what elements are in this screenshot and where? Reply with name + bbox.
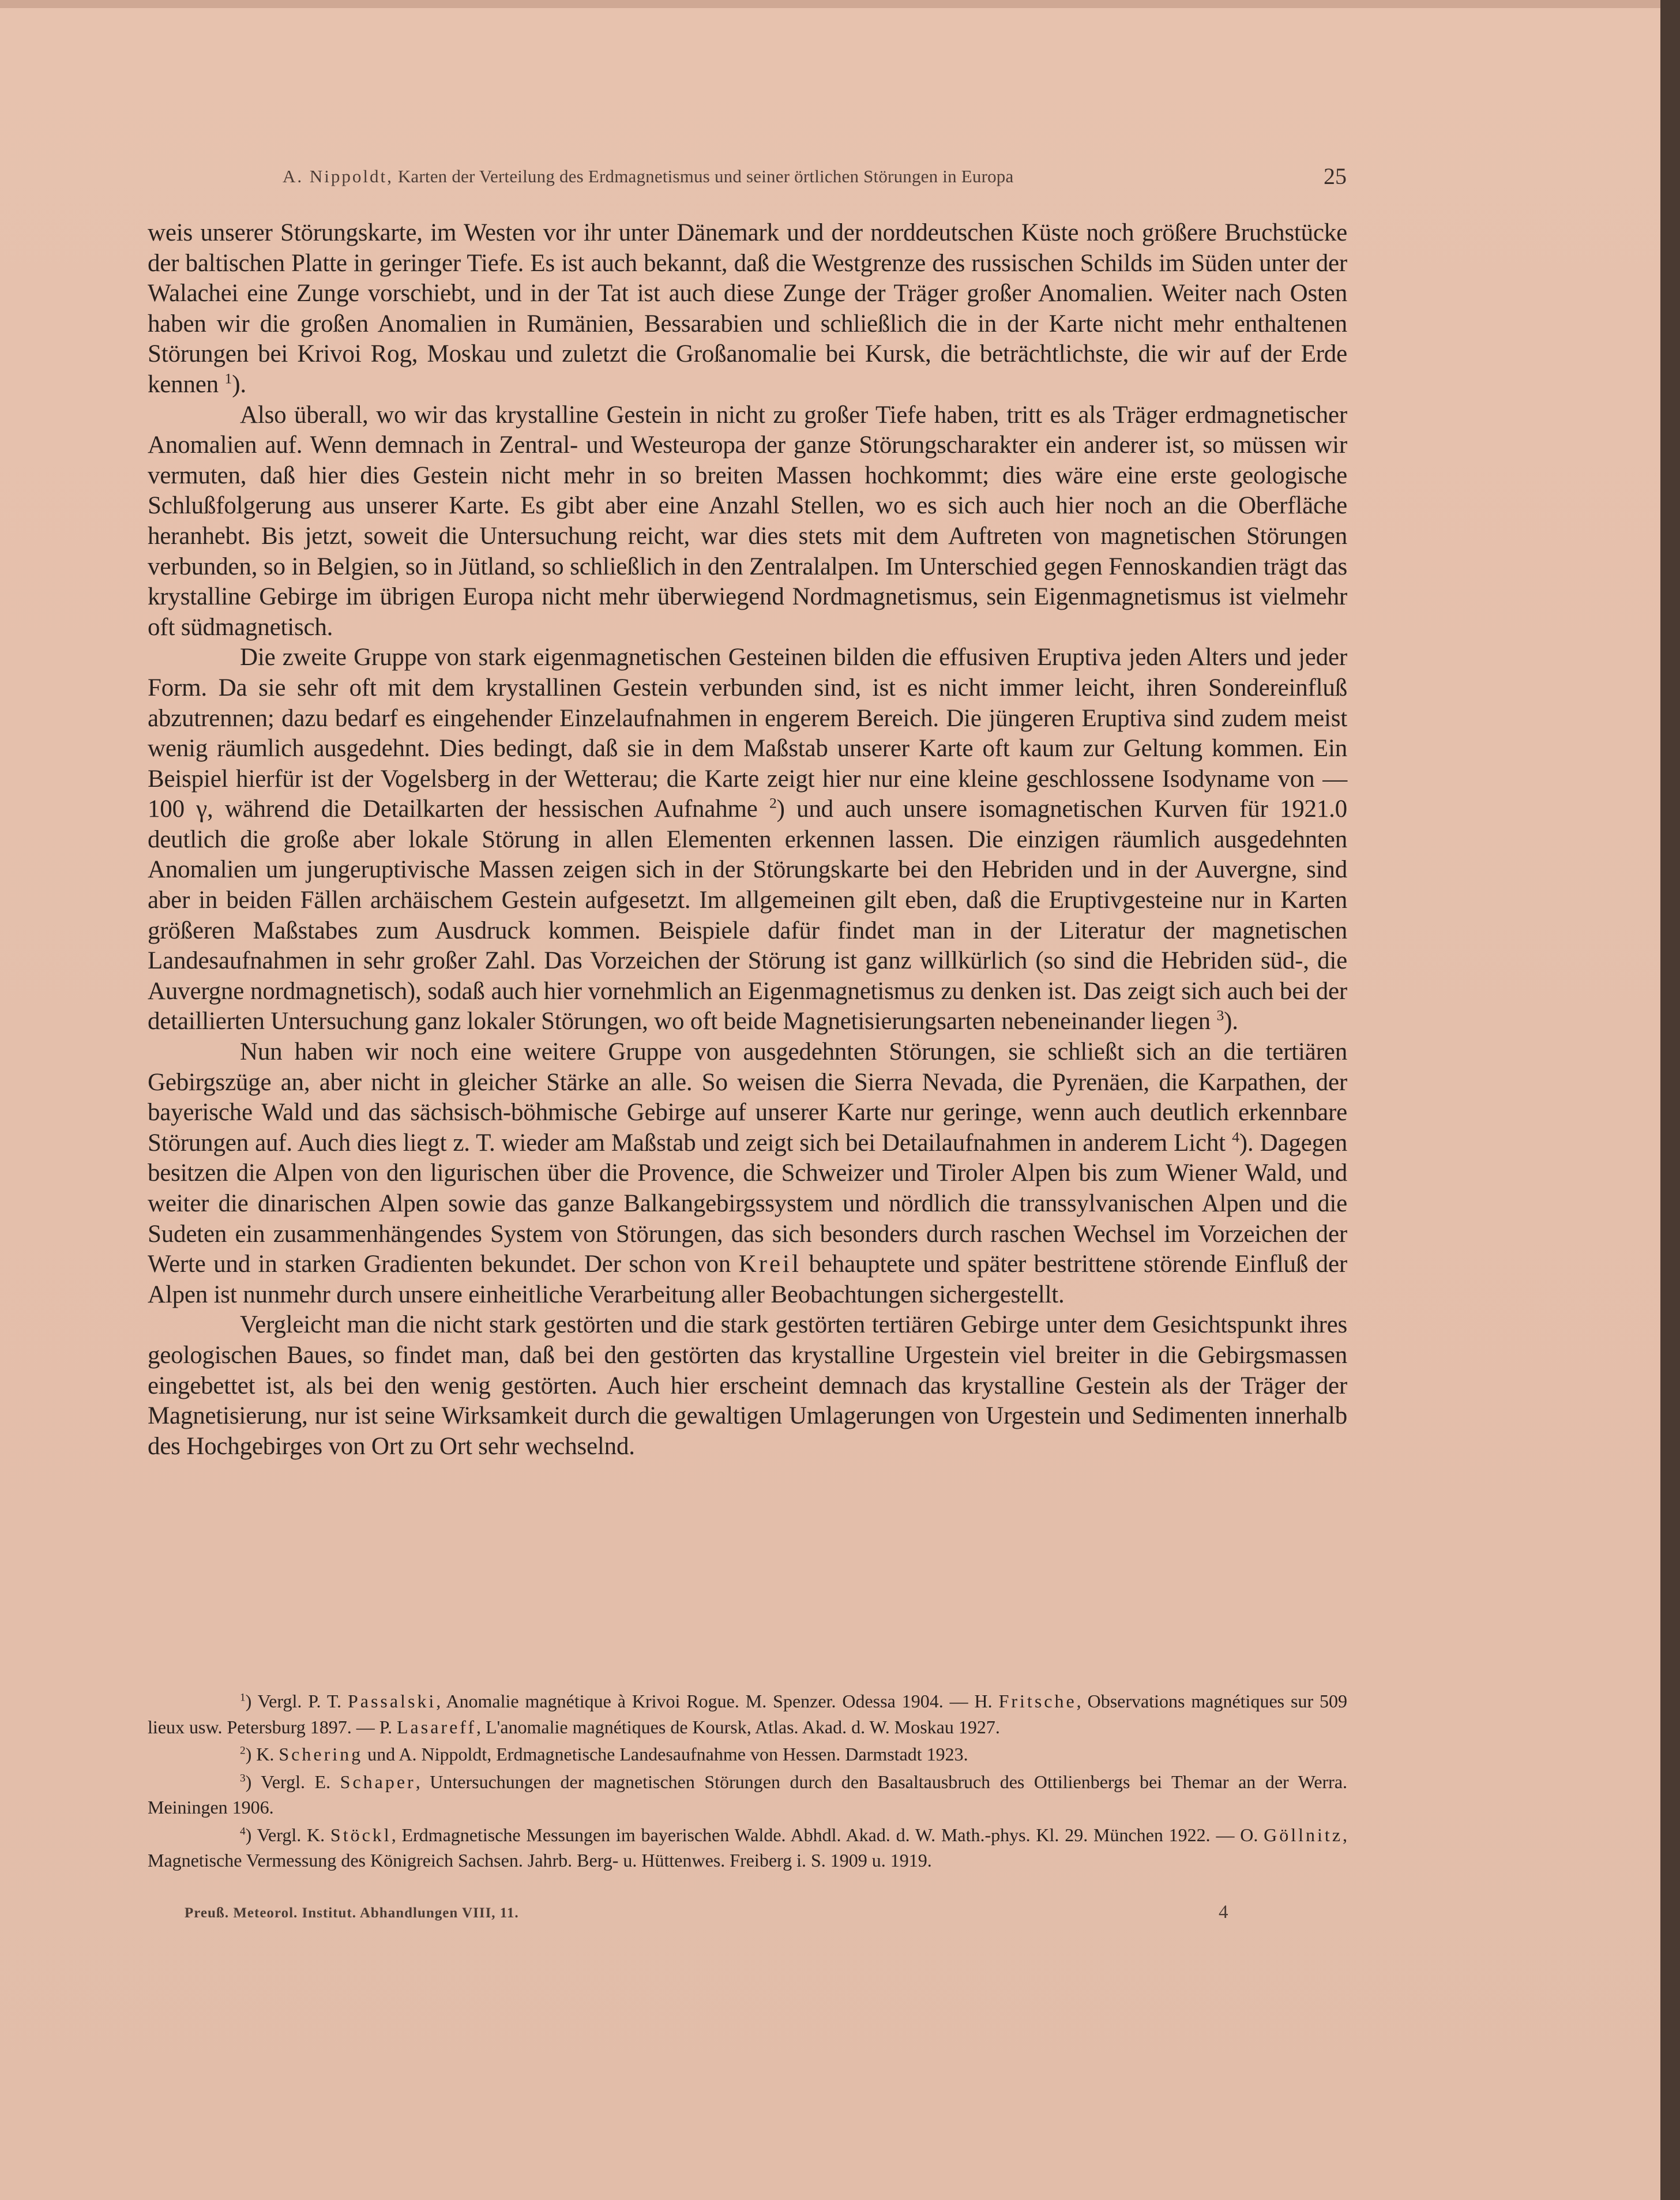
- paragraph-3: Die zweite Gruppe von stark eigenmagnetischen Gesteinen bilden die effusiven Eruptiva jeden Alters und jeder Form. Da sie sehr oft mit dem krystallinen Gestein verbunden sind, ist es nicht immer leicht, ihren Sondereinfluß abzutrennen; dazu bedarf es eingehender Einzelaufnahmen in engerem Bereich. Die jüngeren Eruptiva sind zudem meist wenig räumlich ausgedehnt. Dies bedingt, daß sie in dem Maßstab unserer Karte oft kaum zur Geltung kommen. Ein Beispiel hierfür ist der Vogelsberg in der Wetterau; die Karte zeigt hier nur eine kleine geschlossene Isodyname von — 100 γ, während die Detailkarten der hessischen Aufnahme $^2$) und auch unsere isomagnetischen Kurven für 1921.0 deutlich die große aber lokale Störung in allen Elementen erkennen lassen. Die einzigen räumlich ausgedehnten Anomalien um jungeruptivische Massen zeigen sich in der Störungskarte bei den Hebriden und in der Auvergne, sind aber in beiden Fällen archäischem Gestein aufgesetzt. Im allgemeinen gilt eben, daß die Eruptivgesteine nur in Karten größeren Maßstabes zum Ausdruck kommen. Beispiele dafür findet man in der Literatur der magnetischen Landesaufnahmen in sehr großer Zahl. Das Vorzeichen der Störung ist ganz willkürlich (so sind die Hebriden süd-, die Auvergne nordmagnetisch), sodaß auch hier vornehmlich an Eigenmagnetismus zu denken ist. Das zeigt sich auch bei der detaillierten Untersuchung ganz lokaler Störungen, wo oft beide Magnetisierungsarten nebeneinander liegen $^3$).: [148, 644, 1347, 1035]
- footnote-2: $^2$) K. Schering und A. Nippoldt, Erdmagnetische Landesaufnahme von Hessen. Darmstadt 1923.: [240, 1744, 968, 1764]
- paragraph-5: Vergleicht man die nicht stark gestörten und die stark gestörten tertiären Gebirge unter dem Gesichtspunkt ihres geologischen Baues, so findet man, daß bei den gestörten das krystalline Urgestein viel breiter in die Gebirgsmassen eingebettet ist, als bei den wenig gestörten. Auch hier erscheint demnach das krystalline Gestein als der Träger der Magnetisierung, nur ist seine Wirksamkeit durch die gewaltigen Umlagerungen von Urgestein und Sedimenten innerhalb des Hochgebirges von Ort zu Ort sehr wechselnd.: [148, 1311, 1347, 1460]
- footer: [185, 1902, 1347, 1928]
- footnote-1: $^1$) Vergl. P. T. Passalski, Anomalie magnétique à Krivoi Rogue. M. Spenzer. Odessa 1904. — H. Fritsche, Observations magnétiques sur 509 lieux usw. Petersburg 1897. — P. Lasareff, L'anomalie magnétiques de Koursk, Atlas. Akad. d. W. Moskau 1927.: [148, 1691, 1348, 1737]
- footnote-ref-4: 4: [1232, 1128, 1239, 1146]
- page-top-edge: [0, 0, 1680, 8]
- footnote-4: $^4$) Vergl. K. Stöckl, Erdmagnetische Messungen im bayerischen Walde. Abhdl. Akad. d. W. Math.-phys. Kl. 29. München 1922. — O. Göllnitz, Magnetische Vermessung des Königreich Sachsen. Jahrb. Berg- u. Hüttenwes. Freiberg i. S. 1909 u. 1919.: [148, 1824, 1348, 1871]
- spaced-name-kreil: Kreil: [738, 1251, 801, 1278]
- signature-mark: 4: [1219, 1902, 1228, 1923]
- body-text: [148, 218, 1347, 1462]
- footnote-ref-1: 1: [224, 370, 232, 387]
- footnote-ref-2: 2: [769, 794, 777, 812]
- footnote-ref-3: 3: [1216, 1007, 1224, 1024]
- footnote-3: $^3$) Vergl. E. Schaper, Untersuchungen der magnetischen Störungen durch den Basaltausbruch des Ottilienbergs bei Themar an der Werra. Meiningen 1906.: [148, 1771, 1348, 1818]
- running-title: [283, 166, 1013, 187]
- footnotes: [148, 1688, 1347, 1875]
- running-header: [283, 163, 1347, 192]
- header-author: A. Nippoldt,: [283, 166, 393, 186]
- page-right-edge: [1660, 0, 1680, 2200]
- page-number: 25: [1324, 163, 1347, 189]
- publication-line: Preuß. Meteorol. Institut. Abhandlungen VIII, 11.: [185, 1905, 519, 1921]
- paragraph-2: Also überall, wo wir das krystalline Gestein in nicht zu großer Tiefe haben, tritt es als Träger erdmagnetischer Anomalien auf. Wenn demnach in Zentral- und Westeuropa der ganze Störungscharakter ein anderer ist, so müssen wir vermuten, daß hier dies Gestein nicht mehr in so breiten Massen hochkommt; dies wäre eine erste geologische Schlußfolgerung aus unserer Karte. Es gibt aber eine Anzahl Stellen, wo es sich auch hier noch an die Oberfläche heranhebt. Bis jetzt, soweit die Untersuchung reicht, war dies stets mit dem Auftreten von magnetischen Störungen verbunden, so in Belgien, so in Jütland, so schließlich in den Zentralalpen. Im Unterschied gegen Fennoskandien trägt das krystalline Gebirge im übrigen Europa nicht mehr überwiegend Nordmagnetismus, sein Eigenmagnetismus ist vielmehr oft südmagnetisch.: [148, 401, 1347, 641]
- paragraph-4: Nun haben wir noch eine weitere Gruppe von ausgedehnten Störungen, sie schließt sich an die tertiären Gebirgszüge an, aber nicht in gleicher Stärke an alle. So weisen die Sierra Nevada, die Pyrenäen, die Karpathen, der bayerische Wald und das sächsisch-böhmische Gebirge auf unserer Karte nur geringe, wenn auch deutlich erkennbare Störungen auf. Auch dies liegt z. T. wieder am Maßstab und zeigt sich bei Detailaufnahmen in anderem Licht $^4$). Dagegen besitzen die Alpen von den ligurischen über die Provence, die Schweizer und Tiroler Alpen bis zum Wiener Wald, und weiter die dinarischen Alpen sowie das ganze Balkangebirgssystem und nördlich die transsylvanischen Alpen und die Sudeten ein zusammenhängendes System von Störungen, das sich besonders durch raschen Wechsel im Vorzeichen der Werte und in starken Gradienten bekundet. Der schon von Kreil behauptete und später bestrittene störende Einfluß der Alpen ist nunmehr durch unsere einheitliche Verarbeitung aller Beobachtungen sichergestellt.: [148, 1038, 1347, 1308]
- paragraph-1: weis unserer Störungskarte, im Westen vor ihr unter Dänemark und der norddeutschen Küste noch größere Bruchstücke der baltischen Platte in geringer Tiefe. Es ist auch bekannt, daß die Westgrenze des russischen Schilds im Süden unter der Walachei eine Zunge vorschiebt, und in der Tat ist auch diese Zunge der Träger großer Anomalien. Weiter nach Osten haben wir die großen Anomalien in Rumänien, Bessarabien und schließlich die in der Karte nicht mehr enthaltenen Störungen bei Krivoi Rog, Moskau und zuletzt die Großanomalie bei Kursk, die beträchtlichste, die wir auf der Erde kennen $^1$).: [148, 219, 1347, 398]
- header-title: Karten der Verteilung des Erdmagnetismus und seiner örtlichen Störungen in Europa: [397, 166, 1014, 186]
